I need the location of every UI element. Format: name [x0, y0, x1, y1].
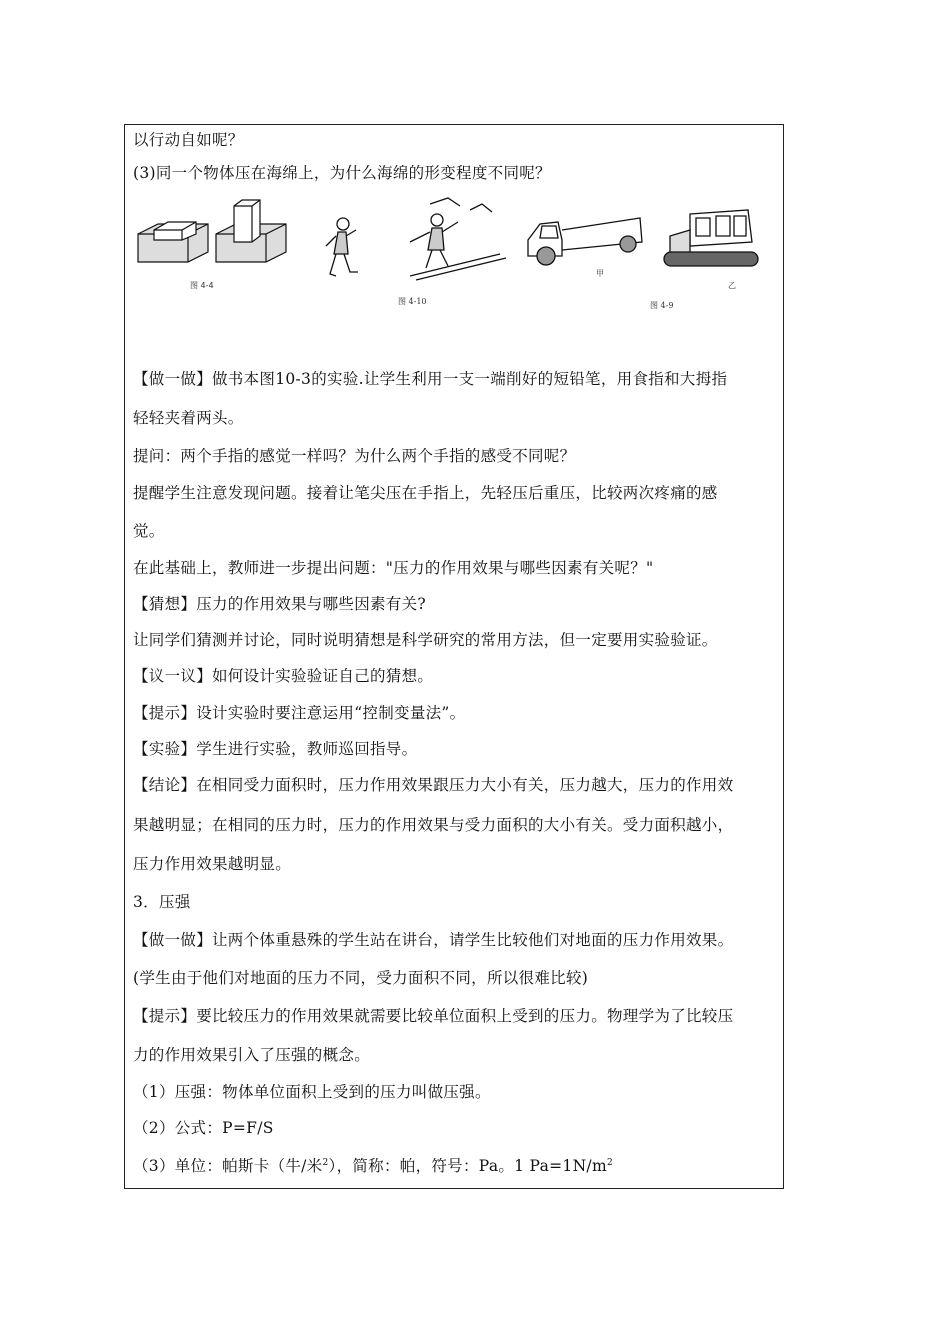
snow-walker-illustration — [326, 198, 506, 280]
text-line-24 — [133, 1153, 613, 1176]
text-line-8: 在此基础上，教师进一步提出问题："压力的作用效果与哪些因素有关呢？" — [133, 559, 654, 577]
text-line-9: 【猜想】压力的作用效果与哪些因素有关? — [133, 595, 427, 613]
text-line-20: 【提示】要比较压力的作用效果就需要比较单位面积上受到的压力。物理学为了比较压 — [133, 1007, 734, 1025]
truck-illustration — [528, 218, 642, 265]
text-line-14: 【结论】在相同受力面积时，压力作用效果跟压力大小有关，压力越大，压力的作用效 — [133, 776, 734, 794]
text-line-11: 【议一议】如何设计实验验证自己的猜想。 — [133, 667, 434, 685]
text-line-4: 轻轻夹着两头。 — [133, 409, 244, 427]
text-line-7: 觉。 — [133, 522, 165, 540]
text-line-12: 【提示】设计实验时要注意运用“控制变量法”。 — [133, 704, 466, 722]
text-line-13: 【实验】学生进行实验，教师巡回指导。 — [133, 740, 418, 758]
text-line-17: 3．压强 — [133, 893, 191, 911]
text-line-23: （2）公式：P=F/S — [133, 1119, 274, 1137]
text-line-18: 【做一做】让两个体重悬殊的学生站在讲台，请学生比较他们对地面的压力作用效果。 — [133, 931, 734, 949]
unit-prefix: （3）单位：帕斯卡（牛/米 — [133, 1157, 323, 1176]
text-line-2: (3)同一个物体压在海绵上，为什么海绵的形变程度不同呢？ — [133, 164, 551, 182]
text-line-21: 力的作用效果引入了压强的概念。 — [133, 1046, 371, 1064]
text-line-6: 提醒学生注意发现问题。接着让笔尖压在手指上，先轻压后重压，比较两次疼痛的感 — [133, 484, 718, 502]
text-line-3: 【做一做】做书本图10-3的实验.让学生利用一支一端削好的短铅笔，用食指和大拇指 — [133, 370, 728, 388]
caption-fig-4-9: 图 4-9 — [650, 301, 674, 310]
sponge-brick-illustration — [138, 200, 286, 262]
unit-sup-2: 2 — [606, 1158, 613, 1168]
caption-fig-4-4: 图 4-4 — [190, 281, 214, 290]
text-line-10: 让同学们猜测并讨论，同时说明猜想是科学研究的常用方法，但一定要用实验验证。 — [133, 631, 718, 649]
text-line-1: 以行动自如呢？ — [133, 131, 244, 149]
text-line-16: 压力作用效果越明显。 — [133, 855, 292, 873]
unit-middle: ），简称：帕，符号：Pa。1 Pa=1N/m — [328, 1157, 607, 1176]
text-line-22: （1）压强：物体单位面积上受到的压力叫做压强。 — [133, 1083, 491, 1101]
text-line-19: (学生由于他们对地面的压力不同，受力面积不同，所以很难比较) — [133, 969, 589, 987]
caption-fig-4-9-a: 甲 — [596, 269, 604, 278]
text-line-5: 提问：两个手指的感觉一样吗？为什么两个手指的感受不同呢？ — [133, 447, 576, 465]
caption-fig-4-9-b: 乙 — [728, 281, 736, 290]
unit-sup-1: 2 — [322, 1158, 329, 1168]
text-line-15: 果越明显；在相同的压力时，压力的作用效果与受力面积的大小有关。受力面积越小， — [133, 816, 734, 834]
illustrations — [130, 196, 780, 316]
caption-fig-4-10: 图 4-10 — [398, 297, 427, 306]
tractor-illustration — [664, 210, 758, 266]
